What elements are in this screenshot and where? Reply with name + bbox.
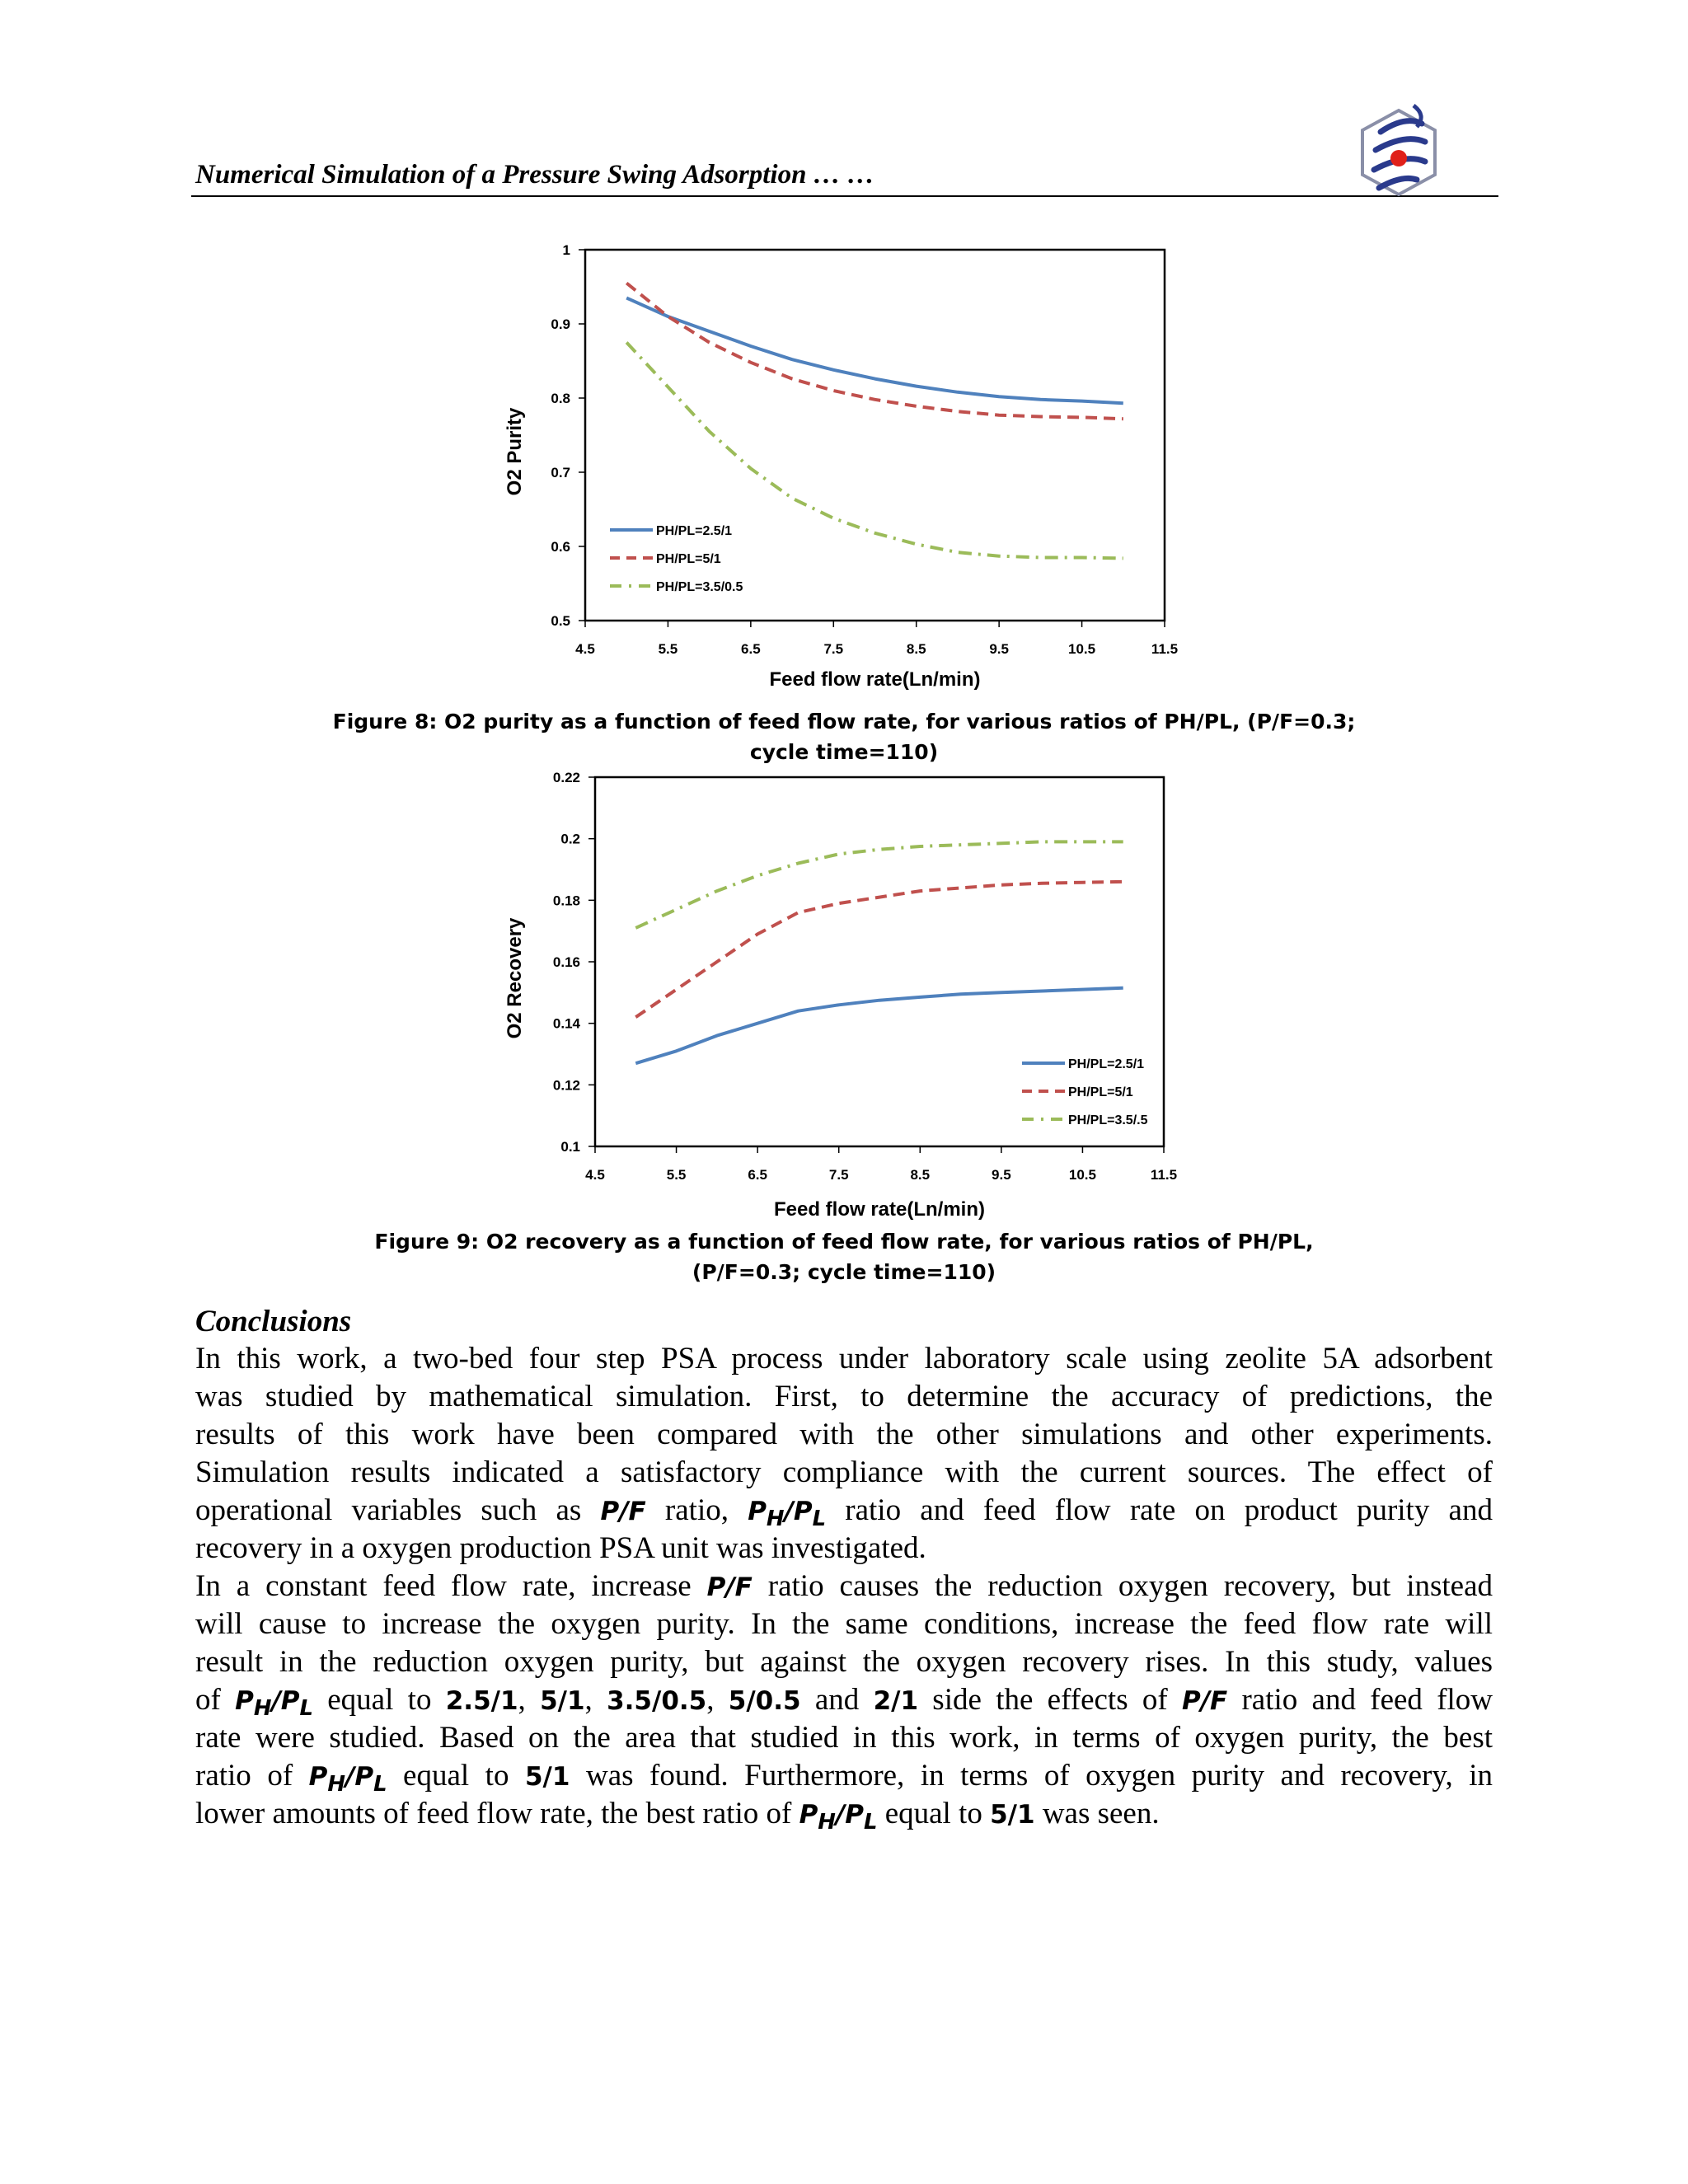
text-line: was studied by mathematical simulation. First, to determine the accuracy of predictions, the <box>195 1380 1493 1413</box>
legend-label: PH/PL=5/1 <box>656 552 721 566</box>
figure9-caption-line1: Figure 9: O2 recovery as a function of feed flow rate, for various ratios of PH/PL, <box>374 1230 1314 1254</box>
x-tick-label: 5.5 <box>658 641 678 657</box>
y-tick-label: 0.22 <box>552 770 580 785</box>
y-tick-label: 0.9 <box>551 316 570 332</box>
text-line: In a constant feed flow rate, increase P/F ratio causes the reduction oxygen recovery, but instead <box>195 1569 1493 1603</box>
x-tick-label: 6.5 <box>748 1167 767 1183</box>
y-tick-label: 0.14 <box>552 1015 580 1032</box>
purity-chart <box>495 235 1203 705</box>
text-line: In this work, a two-bed four step PSA process under laboratory scale using zeolite 5A adsorbent <box>195 1342 1493 1376</box>
x-tick-label: 7.5 <box>828 1167 849 1183</box>
x-axis-label: Feed flow rate(Ln/min) <box>773 1198 986 1221</box>
y-tick-label: 0.2 <box>560 831 580 847</box>
conclusions-heading: Conclusions <box>195 1305 352 1338</box>
figure8-caption-line2: cycle time=110) <box>749 740 939 764</box>
y-axis-label: O2 Recovery <box>504 917 526 1039</box>
recovery-chart <box>495 762 1203 1224</box>
legend-label: PH/PL=3.5/0.5 <box>656 580 743 594</box>
legend-label: PH/PL=3.5/.5 <box>1068 1113 1148 1127</box>
figure8-caption <box>0 706 1688 767</box>
page-header <box>195 157 1498 198</box>
x-tick-label: 6.5 <box>741 641 761 657</box>
header-rule <box>191 195 1498 197</box>
figure9-caption <box>0 1226 1688 1287</box>
text-line: operational variables such as P/F ratio, $P_H/P_L$ ratio and feed flow rate on product purity and <box>195 1493 1493 1532</box>
y-tick-label: 0.12 <box>552 1077 580 1094</box>
y-tick-label: 0.6 <box>551 539 570 555</box>
text-line: lower amounts of feed flow rate, the best ratio of $P_H/P_L$ equal to 5/1 was seen. <box>195 1797 1160 1835</box>
x-axis-label: Feed flow rate(Ln/min) <box>769 668 981 691</box>
journal-logo-icon <box>1356 99 1442 204</box>
y-tick-label: 0.5 <box>551 613 570 629</box>
x-tick-label: 9.5 <box>989 641 1009 657</box>
y-tick-label: 0.16 <box>552 954 580 970</box>
text-line: of $P_H/P_L$ equal to 2.5/1, 5/1, 3.5/0.5, 5/0.5 and 2/1 side the effects of P/F ratio and feed flow <box>195 1683 1493 1722</box>
y-tick-label: 0.1 <box>560 1139 580 1155</box>
x-tick-label: 11.5 <box>1151 641 1179 657</box>
text-line: will cause to increase the oxygen purity. In the same conditions, increase the feed flow rate will <box>195 1607 1493 1641</box>
x-tick-label: 4.5 <box>585 1167 605 1183</box>
legend-label: PH/PL=2.5/1 <box>656 524 733 538</box>
conclusions-paragraph-2 <box>195 1568 1493 1833</box>
text-line: ratio of $P_H/P_L$ equal to 5/1 was found. Furthermore, in terms of oxygen purity and recovery, in <box>195 1759 1493 1797</box>
figure8-caption-line1: Figure 8: O2 purity as a function of feed flow rate, for various ratios of PH/PL, (P/F=0.3; <box>332 710 1356 733</box>
x-tick-label: 5.5 <box>666 1167 687 1183</box>
text-line: recovery in a oxygen production PSA unit was investigated. <box>195 1531 926 1565</box>
x-tick-label: 7.5 <box>823 641 844 657</box>
x-tick-label: 10.5 <box>1068 641 1096 657</box>
text-line: Simulation results indicated a satisfactory compliance with the current sources. The effect of <box>195 1455 1493 1489</box>
legend-label: PH/PL=5/1 <box>1068 1085 1133 1099</box>
x-tick-label: 4.5 <box>575 641 595 657</box>
running-title: Numerical Simulation of a Pressure Swing Adsorption … … <box>195 160 874 190</box>
x-tick-label: 10.5 <box>1068 1167 1096 1183</box>
conclusions-paragraph-1 <box>195 1340 1493 1568</box>
y-tick-label: 1 <box>562 242 570 258</box>
y-tick-label: 0.18 <box>552 893 580 909</box>
x-tick-label: 8.5 <box>910 1167 931 1183</box>
y-tick-label: 0.7 <box>551 465 570 480</box>
text-line: results of this work have been compared with the other simulations and other experiments. <box>195 1418 1493 1451</box>
y-axis-label: O2 Purity <box>504 407 526 496</box>
figure9-caption-line2: (P/F=0.3; cycle time=110) <box>692 1260 996 1284</box>
x-tick-label: 11.5 <box>1150 1167 1178 1183</box>
text-line: result in the reduction oxygen purity, but against the oxygen recovery rises. In this study, values <box>195 1645 1493 1679</box>
legend-label: PH/PL=2.5/1 <box>1068 1057 1145 1071</box>
text-line: rate were studied. Based on the area that studied in this work, in terms of oxygen purity, the best <box>195 1721 1493 1755</box>
x-tick-label: 8.5 <box>906 641 926 657</box>
y-tick-label: 0.8 <box>551 391 570 406</box>
x-tick-label: 9.5 <box>992 1167 1011 1183</box>
